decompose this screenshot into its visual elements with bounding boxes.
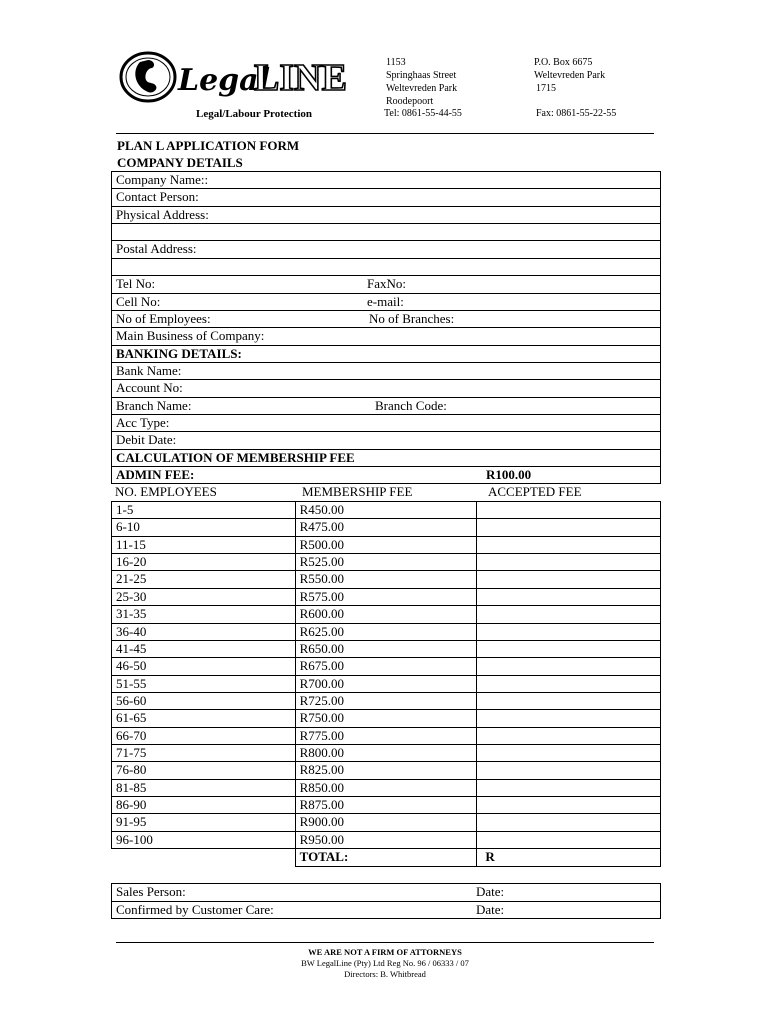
admin-fee-row: ADMIN FEE: R100.00 [111, 466, 661, 483]
banking-details-heading: BANKING DETAILS: [111, 345, 661, 362]
confirmed-row[interactable]: Confirmed by Customer Care: Date: [112, 901, 661, 919]
accepted-fee-cell[interactable] [477, 779, 661, 796]
employee-range: 51-55 [112, 675, 296, 692]
accepted-fee-cell[interactable] [477, 588, 661, 605]
employee-range: 31-35 [112, 606, 296, 623]
employee-range: 11-15 [112, 536, 296, 553]
address-street: 1153 Springhaas Street Weltevreden Park Roodepoort [386, 57, 458, 107]
membership-fee-value: R700.00 [295, 675, 477, 692]
accepted-fee-cell[interactable] [477, 814, 661, 831]
fee-row [112, 640, 661, 657]
employee-range: 1-5 [112, 502, 296, 519]
membership-fee-value: R825.00 [295, 762, 477, 779]
membership-fee-value: R875.00 [295, 797, 477, 814]
account-no-row[interactable]: Account No: [111, 379, 661, 396]
fax-number: Fax: 0861-55-22-55 [536, 108, 617, 119]
employee-range: 81-85 [112, 779, 296, 796]
fee-row [112, 536, 661, 553]
fee-row [112, 727, 661, 744]
membership-fee-value: R600.00 [295, 606, 477, 623]
membership-fee-value: R575.00 [295, 588, 477, 605]
membership-fee-value: R525.00 [295, 554, 477, 571]
accepted-fee-cell[interactable] [477, 797, 661, 814]
fee-column-headers: NO. EMPLOYEES MEMBERSHIP FEE ACCEPTED FEE [111, 483, 661, 500]
bank-name-row[interactable]: Bank Name: [111, 362, 661, 379]
address-postal: P.O. Box 6675 Weltevreden Park 1715 [534, 57, 606, 94]
membership-fee-value: R900.00 [295, 814, 477, 831]
company-details-heading: COMPANY DETAILS [117, 155, 243, 170]
fee-row [112, 606, 661, 623]
accepted-fee-cell[interactable] [477, 692, 661, 709]
total-value[interactable]: R [477, 849, 661, 866]
fee-row [112, 588, 661, 605]
accepted-fee-cell[interactable] [477, 762, 661, 779]
accepted-fee-cell[interactable] [477, 640, 661, 657]
membership-fee-value: R625.00 [295, 623, 477, 640]
membership-fee-value: R950.00 [295, 831, 477, 848]
fee-row [112, 779, 661, 796]
employee-range: 41-45 [112, 640, 296, 657]
employee-range: 86-90 [112, 797, 296, 814]
employee-range: 66-70 [112, 727, 296, 744]
telephone: Tel: 0861-55-44-55 [384, 108, 462, 119]
employee-range: 25-30 [112, 588, 296, 605]
employee-range: 46-50 [112, 658, 296, 675]
employee-range: 76-80 [112, 762, 296, 779]
contact-person-row[interactable]: Contact Person: [111, 188, 661, 205]
accepted-fee-cell[interactable] [477, 710, 661, 727]
fee-row [112, 502, 661, 519]
membership-fee-value: R725.00 [295, 692, 477, 709]
sales-person-row[interactable]: Sales Person: Date: [112, 884, 661, 902]
employee-range: 36-40 [112, 623, 296, 640]
membership-fee-value: R450.00 [295, 502, 477, 519]
footer-registration: BW LegalLine (Pty) Ltd Reg No. 96 / 06333 / 07 [301, 958, 469, 968]
fee-row [112, 692, 661, 709]
legalline-logo [118, 48, 368, 106]
footer-directors: Directors: B. Whitbread [344, 969, 426, 979]
employee-range: 56-60 [112, 692, 296, 709]
membership-fee-table [111, 501, 661, 867]
accepted-fee-cell[interactable] [477, 831, 661, 848]
company-name-row[interactable]: Company Name:: [111, 171, 661, 188]
form-title: PLAN L APPLICATION FORM [117, 138, 300, 153]
fee-row [112, 831, 661, 848]
debit-date-row[interactable]: Debit Date: [111, 431, 661, 448]
fee-row [112, 658, 661, 675]
employee-range: 16-20 [112, 554, 296, 571]
membership-fee-value: R500.00 [295, 536, 477, 553]
employee-range: 6-10 [112, 519, 296, 536]
membership-fee-value: R475.00 [295, 519, 477, 536]
fee-row [112, 762, 661, 779]
accepted-fee-cell[interactable] [477, 502, 661, 519]
membership-fee-value: R800.00 [295, 745, 477, 762]
footer-divider [116, 942, 654, 943]
fee-row [112, 571, 661, 588]
accepted-fee-cell[interactable] [477, 519, 661, 536]
membership-fee-value: R775.00 [295, 727, 477, 744]
fee-row [112, 745, 661, 762]
fee-row [112, 710, 661, 727]
physical-address-row-2[interactable] [111, 223, 661, 240]
fee-row [112, 554, 661, 571]
tagline: Legal/Labour Protection [196, 108, 313, 120]
employee-range: 91-95 [112, 814, 296, 831]
accepted-fee-cell[interactable] [477, 675, 661, 692]
header-divider [116, 133, 654, 134]
accepted-fee-cell[interactable] [477, 727, 661, 744]
accepted-fee-cell[interactable] [477, 554, 661, 571]
employee-range: 71-75 [112, 745, 296, 762]
employees-branches-row[interactable]: No of Employees: No of Branches: [111, 310, 661, 327]
main-business-row[interactable]: Main Business of Company: [111, 327, 661, 344]
sales-table [111, 883, 661, 919]
cell-email-row[interactable]: Cell No: e-mail: [111, 293, 661, 310]
fee-row [112, 797, 661, 814]
fee-row [112, 675, 661, 692]
employee-range: 96-100 [112, 831, 296, 848]
svg-text:LINE: LINE [254, 57, 347, 99]
accepted-fee-cell[interactable] [477, 606, 661, 623]
fee-row [112, 519, 661, 536]
physical-address-row[interactable]: Physical Address: [111, 206, 661, 223]
footer-disclaimer: WE ARE NOT A FIRM OF ATTORNEYS [308, 947, 462, 957]
membership-fee-value: R550.00 [295, 571, 477, 588]
accepted-fee-cell[interactable] [477, 658, 661, 675]
postal-address-row[interactable]: Postal Address: [111, 240, 661, 257]
membership-fee-value: R750.00 [295, 710, 477, 727]
company-form [111, 171, 661, 501]
accepted-fee-cell[interactable] [477, 745, 661, 762]
acc-type-row[interactable]: Acc Type: [111, 414, 661, 431]
postal-address-row-2[interactable] [111, 258, 661, 275]
fee-row [112, 623, 661, 640]
employee-range: 61-65 [112, 710, 296, 727]
branch-row[interactable]: Branch Name: Branch Code: [111, 397, 661, 414]
membership-fee-value: R850.00 [295, 779, 477, 796]
fee-total-row: TOTAL: R [112, 849, 661, 866]
employee-range: 21-25 [112, 571, 296, 588]
accepted-fee-cell[interactable] [477, 623, 661, 640]
svg-text:Legal: Legal [178, 63, 270, 98]
membership-fee-heading: CALCULATION OF MEMBERSHIP FEE [111, 449, 661, 466]
tel-fax-row[interactable]: Tel No: FaxNo: [111, 275, 661, 292]
accepted-fee-cell[interactable] [477, 536, 661, 553]
membership-fee-value: R650.00 [295, 640, 477, 657]
membership-fee-value: R675.00 [295, 658, 477, 675]
fee-row [112, 814, 661, 831]
accepted-fee-cell[interactable] [477, 571, 661, 588]
